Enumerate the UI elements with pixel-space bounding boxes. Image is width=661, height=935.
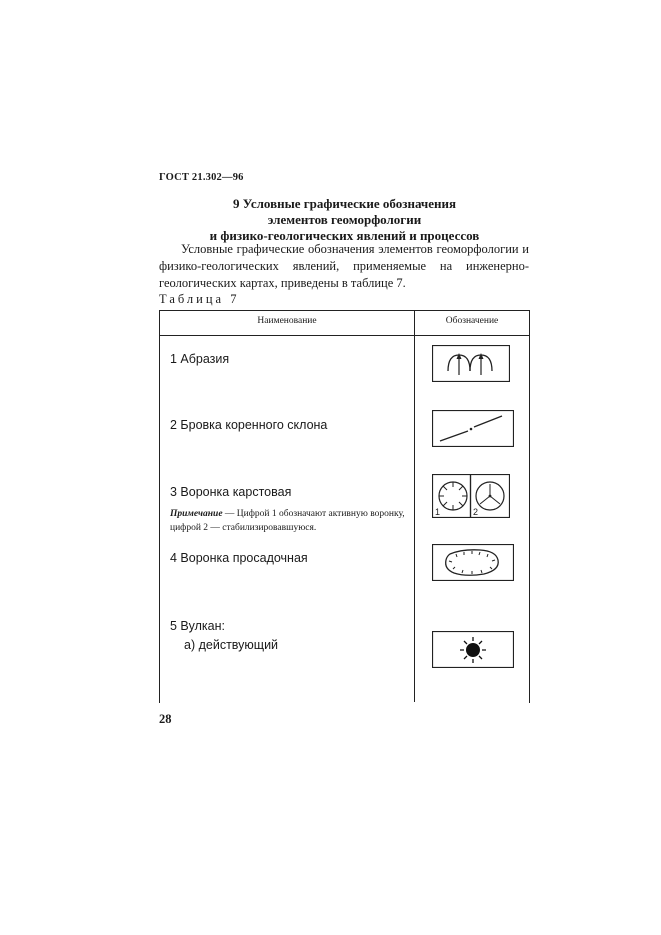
karst-note [170,507,410,535]
karst-active-digit: 1 [435,507,441,517]
row-name-karst-funnel: 3 Воронка карстовая [170,485,292,499]
section-heading [159,196,530,244]
note-text: — Цифрой 1 обозначают активную воронку, цифрой 2 — стабилизировавшуюся. [170,509,405,533]
row-name-abrasion: 1 Абразия [170,352,230,366]
row-name-active-volcano: а) действующий [184,638,279,652]
heading-line-1: 9 Условные графические обозначения [232,196,457,211]
table-header-divider [159,335,530,336]
karst-stabilized-digit: 2 [473,507,479,517]
active-volcano-symbol [432,631,514,668]
page-number: 28 [159,712,172,726]
column-header-symbol: Обозначение [445,316,499,326]
row-name-bedrock-slope-edge: 2 Бровка коренного склона [170,418,328,432]
table-column-divider [414,310,415,702]
intro-paragraph: Условные графические обозначения элементов геоморфологии и физико-геологических явлений, применяемые на инженерно-геологических картах, приведены в таблице 7. [159,242,529,290]
heading-line-3: и физико-геологических явлений и процессов [209,228,480,243]
row-name-volcano: 5 Вулкан: [170,619,225,633]
bedrock-slope-edge-symbol [432,410,514,447]
note-label: Примечание [170,509,223,519]
subsidence-funnel-symbol [432,544,514,581]
table-label: Таблица 7 [159,292,240,306]
karst-funnel-symbol [432,474,510,518]
abrasion-symbol [432,345,510,382]
row-name-subsidence-funnel: 4 Воронка просадочная [170,551,308,565]
document-code: ГОСТ 21.302—96 [159,172,244,183]
column-header-name: Наименование [257,316,317,326]
heading-line-2: элементов геоморфологии [267,212,422,227]
